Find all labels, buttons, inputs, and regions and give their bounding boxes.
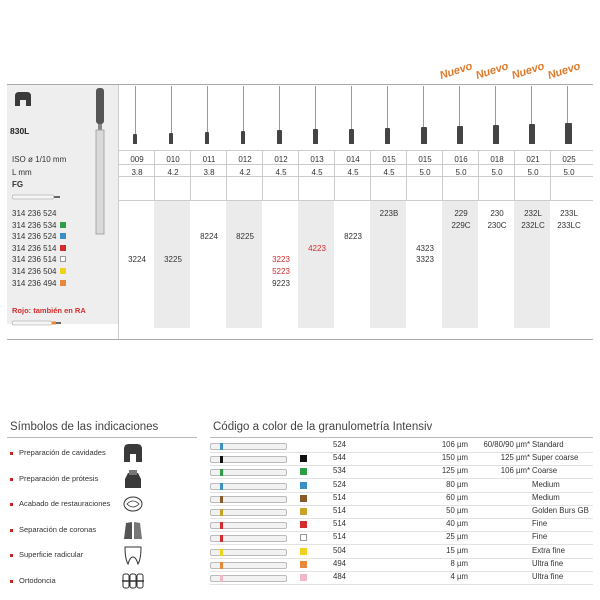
reference-code: 314 236 534 xyxy=(12,220,57,230)
table-top-rule xyxy=(7,84,593,85)
grit-code: 514 xyxy=(332,506,346,515)
product-code-cell: 233LC xyxy=(557,220,581,230)
iso-size-cell: 012 xyxy=(238,155,252,164)
granulometry-row xyxy=(210,572,593,584)
length-cell: 5.0 xyxy=(419,168,431,177)
bur-head xyxy=(385,128,390,144)
grit-grade: Coarse xyxy=(532,466,558,476)
length-cell: 4.2 xyxy=(239,168,251,177)
indication-label: Separación de coronas xyxy=(19,524,97,534)
iso-size-cell: 015 xyxy=(418,155,432,164)
granulometry-divider xyxy=(210,437,593,438)
iso-size-cell: 013 xyxy=(310,155,324,164)
nuevo-badge: Nuevo xyxy=(474,60,510,82)
bur-illustration xyxy=(313,86,318,148)
grain-size: 8 µm xyxy=(450,558,468,568)
grain-size: 50 µm xyxy=(446,506,468,515)
length-cell: 5.0 xyxy=(527,168,539,177)
type-row-label: FG xyxy=(12,180,24,189)
bur-head xyxy=(277,130,282,144)
bur-shank xyxy=(387,86,388,128)
product-code-cell: 232L xyxy=(524,209,542,218)
bur-shank xyxy=(315,86,316,129)
grain-size: 40 µm xyxy=(446,519,468,529)
red-bullet xyxy=(10,554,13,557)
grit-color-swatch xyxy=(60,256,66,262)
indication-row xyxy=(7,494,197,520)
grit-code: 514 xyxy=(332,532,346,542)
iso-row-label: ISO ø 1/10 mm xyxy=(12,155,67,164)
table-column-divider xyxy=(262,150,263,200)
iso-size-cell: 011 xyxy=(202,155,216,164)
table-row-divider xyxy=(118,164,593,165)
grit-grade: Standard xyxy=(532,440,564,449)
bur-illustration xyxy=(385,86,390,148)
grit-color-swatch xyxy=(300,574,307,581)
granulometry-title: Código a color de la granulometría Intensiv xyxy=(213,421,433,433)
table-column-shade xyxy=(514,200,550,328)
grit-grade: Fine xyxy=(532,519,548,529)
table-column-divider xyxy=(226,150,227,200)
grit-ring xyxy=(220,469,223,476)
grain-size: 4 µm xyxy=(450,572,468,581)
iso-size-cell: 010 xyxy=(166,155,180,164)
model-bur-illustration xyxy=(92,86,108,236)
alt-grain-size: 106 µm* xyxy=(500,466,530,476)
grit-code: 514 xyxy=(332,492,346,502)
reference-code: 314 236 524 xyxy=(12,209,57,218)
grit-color-swatch xyxy=(60,245,66,251)
bur-head xyxy=(169,133,173,144)
granulometry-row xyxy=(210,440,593,452)
red-bullet xyxy=(10,478,13,481)
grit-color-swatch xyxy=(60,268,66,274)
grit-ring xyxy=(220,496,223,503)
product-code-cell: 4223 xyxy=(308,243,326,253)
grit-ring xyxy=(220,562,223,569)
grit-code: 524 xyxy=(332,479,346,489)
product-code-cell: 8223 xyxy=(344,232,362,242)
indication-row xyxy=(7,545,197,571)
restoration-finishing-icon xyxy=(122,494,146,516)
table-column-divider xyxy=(370,150,371,200)
bur-illustration xyxy=(169,86,174,148)
granulometry-row xyxy=(210,519,593,531)
bur-head xyxy=(457,126,463,144)
product-code-cell: 229C xyxy=(451,220,471,230)
table-column-divider xyxy=(190,150,191,200)
bur-head xyxy=(529,124,535,144)
indication-row xyxy=(7,469,197,495)
iso-size-cell: 015 xyxy=(382,155,396,164)
grit-grade: Fine xyxy=(532,532,548,542)
indication-row xyxy=(7,520,197,546)
bur-illustration xyxy=(133,86,138,148)
bur-illustration xyxy=(565,86,570,148)
table-column-divider xyxy=(550,150,551,200)
product-code-cell: 4323 xyxy=(416,243,434,253)
red-bullet xyxy=(10,452,13,455)
granulometry-row xyxy=(210,559,593,571)
product-code-cell: 229 xyxy=(454,209,468,218)
grit-ring xyxy=(220,522,223,529)
nuevo-badge: Nuevo xyxy=(510,60,546,82)
red-bullet xyxy=(10,529,13,532)
table-left-divider xyxy=(118,84,119,339)
granulometry-row xyxy=(210,506,593,518)
product-code-cell: 232LC xyxy=(521,220,545,230)
grit-ring xyxy=(220,575,223,582)
table-column-shade xyxy=(298,200,334,328)
grit-grade: Golden Burs GB xyxy=(532,506,589,515)
cavity-prep-icon xyxy=(122,443,146,465)
grit-color-swatch xyxy=(300,455,307,462)
bur-head xyxy=(565,123,572,144)
prosthesis-prep-icon xyxy=(122,469,146,491)
bur-illustration xyxy=(349,86,354,148)
root-surface-icon xyxy=(122,545,146,567)
bur-shank xyxy=(135,86,136,134)
grit-code: 544 xyxy=(332,453,346,463)
indication-row xyxy=(7,571,197,597)
table-row-divider xyxy=(118,200,593,201)
grit-ring xyxy=(220,456,223,463)
grit-code: 504 xyxy=(332,545,346,555)
table-column-divider xyxy=(514,150,515,200)
red-bullet xyxy=(10,503,13,506)
length-cell: 4.5 xyxy=(275,168,287,177)
bur-illustration xyxy=(421,86,426,148)
grit-code: 484 xyxy=(332,572,346,581)
fg-shank-icon xyxy=(12,193,62,199)
length-cell: 5.0 xyxy=(491,168,503,177)
bur-head xyxy=(205,132,209,144)
grit-color-swatch xyxy=(300,508,307,515)
grit-color-swatch xyxy=(300,468,307,475)
length-cell: 4.5 xyxy=(347,168,359,177)
table-column-divider xyxy=(406,150,407,200)
grit-grade: Medium xyxy=(532,479,560,489)
length-cell: 4.2 xyxy=(167,168,179,177)
granulometry-row xyxy=(210,532,593,544)
length-cell: 5.0 xyxy=(455,168,467,177)
product-code-cell: 3225 xyxy=(164,255,182,265)
iso-size-cell: 021 xyxy=(526,155,540,164)
grit-color-swatch xyxy=(60,222,66,228)
orthodontics-icon xyxy=(122,571,146,593)
bur-illustration xyxy=(457,86,462,148)
product-code-cell: 233L xyxy=(560,209,578,218)
iso-size-cell: 009 xyxy=(130,155,144,164)
alt-grain-size: 125 µm* xyxy=(500,453,530,463)
iso-size-cell: 012 xyxy=(274,155,288,164)
indications-divider xyxy=(7,437,197,438)
table-column-divider xyxy=(154,150,155,200)
granulometry-row xyxy=(210,466,593,478)
grit-color-swatch xyxy=(300,482,307,489)
product-code-cell: 5223 xyxy=(272,267,290,276)
grain-size: 60 µm xyxy=(446,492,468,502)
bur-illustration xyxy=(205,86,210,148)
bur-shank xyxy=(495,86,496,125)
grit-grade: Ultra fine xyxy=(532,572,564,581)
grit-grade: Medium xyxy=(532,492,560,502)
length-cell: 4.5 xyxy=(383,168,395,177)
bur-shank xyxy=(423,86,424,127)
reference-code: 314 236 514 xyxy=(12,255,57,265)
bur-shank xyxy=(567,86,568,123)
red-bullet xyxy=(10,580,13,583)
nuevo-badge: Nuevo xyxy=(438,60,474,82)
reference-code: 314 236 494 xyxy=(12,278,57,288)
granulometry-row xyxy=(210,480,593,492)
granulometry-row xyxy=(210,493,593,505)
nuevo-badge: Nuevo xyxy=(546,60,582,82)
product-code-cell: 8225 xyxy=(236,232,254,242)
bur-head xyxy=(349,129,354,144)
grit-ring xyxy=(220,443,223,450)
grit-color-swatch xyxy=(300,495,307,502)
grit-ring xyxy=(220,535,223,542)
product-code-cell: 3224 xyxy=(128,255,146,265)
grit-code: 514 xyxy=(332,519,346,529)
bur-shank xyxy=(531,86,532,124)
product-code-cell: 3323 xyxy=(416,255,434,265)
grit-code: 494 xyxy=(332,558,346,568)
grit-ring xyxy=(220,509,223,516)
bur-shank xyxy=(243,86,244,131)
length-cell: 4.5 xyxy=(311,168,323,177)
bur-illustration xyxy=(493,86,498,148)
product-code-cell: 3223 xyxy=(272,255,290,265)
table-column-divider xyxy=(298,150,299,200)
bur-shank xyxy=(171,86,172,133)
granulometry-row xyxy=(210,546,593,558)
indication-label: Preparación de prótesis xyxy=(19,473,99,483)
ra-shank-icon xyxy=(12,319,62,325)
model-label: 830L xyxy=(10,126,30,136)
cavity-prep-icon xyxy=(14,91,32,107)
bur-head xyxy=(241,131,245,144)
granulometry-row xyxy=(210,453,593,465)
iso-size-cell: 016 xyxy=(454,155,468,164)
indication-label: Superficie radicular xyxy=(19,550,84,559)
grit-code: 534 xyxy=(332,466,346,476)
product-code-cell: 223B xyxy=(379,209,399,218)
bur-illustration xyxy=(277,86,282,148)
bur-head xyxy=(313,129,318,144)
bur-shank xyxy=(459,86,460,126)
length-cell: 3.8 xyxy=(203,168,215,177)
reference-code: 314 236 504 xyxy=(12,267,57,276)
bur-head xyxy=(133,134,137,144)
indications-title: Símbolos de las indicaciones xyxy=(10,421,159,433)
table-bottom-rule xyxy=(7,339,593,340)
indication-label: Preparación de cavidades xyxy=(19,448,106,457)
row-rule xyxy=(210,584,593,585)
grain-size: 125 µm xyxy=(441,466,468,476)
bur-shank xyxy=(207,86,208,132)
grain-size: 106 µm xyxy=(441,440,468,449)
product-code-cell: 230C xyxy=(487,220,507,230)
table-column-shade xyxy=(442,200,478,328)
table-column-shade xyxy=(370,200,406,328)
table-column-divider xyxy=(334,150,335,200)
reference-code: 314 236 514 xyxy=(12,243,57,253)
grain-size: 80 µm xyxy=(446,479,468,489)
grain-size: 15 µm xyxy=(446,545,468,555)
crown-separation-icon xyxy=(122,520,146,542)
grit-color-swatch xyxy=(60,280,66,286)
product-code-cell: 230 xyxy=(490,209,504,218)
product-code-cell: 8224 xyxy=(200,232,218,242)
grain-size: 150 µm xyxy=(441,453,468,463)
note-label: Rojo: también en RA xyxy=(12,306,86,315)
length-cell: 3.8 xyxy=(131,168,143,177)
bur-head xyxy=(493,125,499,144)
grit-code: 524 xyxy=(332,440,346,449)
bur-shank xyxy=(351,86,352,129)
grit-ring xyxy=(220,483,223,490)
bur-shank xyxy=(279,86,280,130)
length-row-label: L mm xyxy=(12,168,32,177)
bur-illustration xyxy=(529,86,534,148)
iso-size-cell: 014 xyxy=(346,155,360,164)
product-code-cell: 9223 xyxy=(272,278,290,288)
grit-color-swatch xyxy=(300,534,307,541)
iso-size-cell: 018 xyxy=(490,155,504,164)
length-cell: 5.0 xyxy=(563,168,575,177)
bur-illustration xyxy=(241,86,246,148)
table-column-shade xyxy=(226,200,262,328)
grit-color-swatch xyxy=(300,548,307,555)
grain-size: 25 µm xyxy=(446,532,468,542)
grit-color-swatch xyxy=(60,233,66,239)
table-column-divider xyxy=(442,150,443,200)
grit-grade: Super coarse xyxy=(532,453,579,463)
table-column-divider xyxy=(478,150,479,200)
grit-color-swatch xyxy=(300,521,307,528)
indication-label: Ortodoncia xyxy=(19,575,56,585)
bur-head xyxy=(421,127,427,144)
grit-color-swatch xyxy=(300,561,307,568)
iso-size-cell: 025 xyxy=(562,155,576,164)
table-row-divider xyxy=(118,150,593,151)
alt-grain-size: 60/80/90 µm* xyxy=(483,440,530,449)
indication-row xyxy=(7,443,197,469)
grit-grade: Ultra fine xyxy=(532,558,564,568)
grit-grade: Extra fine xyxy=(532,545,565,555)
indication-label: Acabado de restauraciones xyxy=(19,499,111,508)
grit-ring xyxy=(220,549,223,556)
reference-code: 314 236 524 xyxy=(12,232,57,242)
